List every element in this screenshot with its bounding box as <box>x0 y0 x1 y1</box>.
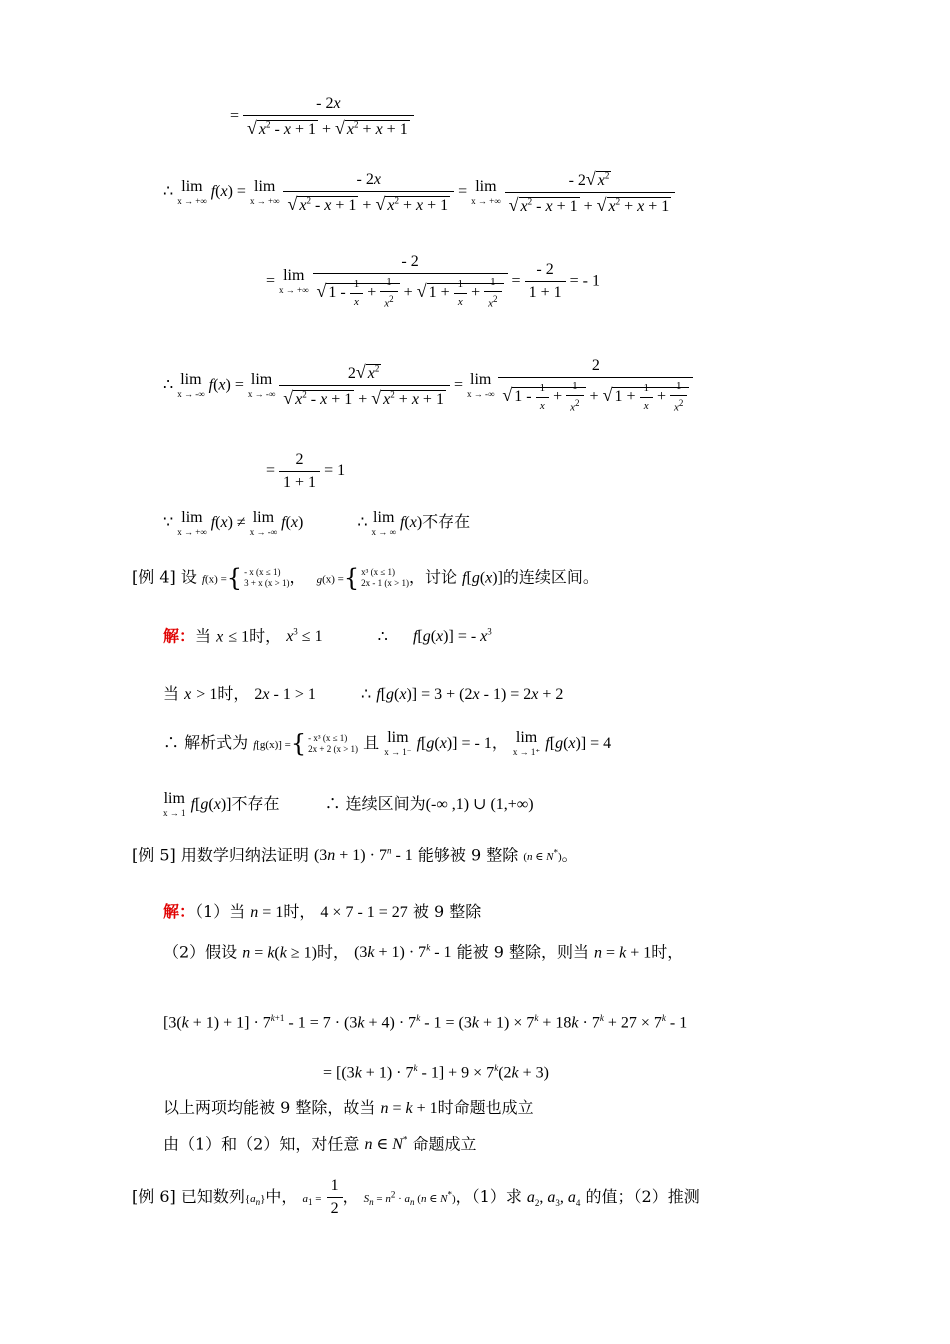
formula-line-3: = lim x → +∞ - 2 √ 1 - $\frac{1}{x}$ + $\frac{1}{x^2}$ + √ 1 + $\frac{1}{x}$ + $\frac{1}{x^2}$ = $\frac{- 2}{1 + 1}$ = - 1 <box>266 253 600 310</box>
solution-4-line-1: 解：当 x ≤ 1时， $x^3 \le 1$ ∴ f[g(x)] = - $x^3$ <box>163 626 492 646</box>
example-6-statement: [例 6] 已知数列$\{a_n\}$中， $a_1$ = $\frac{1}{2}$ ， $S_n = n^2 \cdot a_n$ (n ∈ N*)，（1）求 $a_2$, $a_3$, $a_4$ 的值；（2）推测 <box>132 1177 700 1217</box>
formula-line-5: = $\frac{2}{1 + 1}$ = 1 <box>266 451 346 491</box>
formula-line-2: ∴ lim x → +∞ f(x) = lim x → +∞ $\frac{- 2x}{√ x^2 - x + 1 + √ x^2 + x + 1}$ = lim x → +∞ $\frac{- 2√ x^2}{√ x^2 - x + 1 + √ x^2 + x + 1}$ <box>163 170 675 215</box>
solution-4-line-4: lim x → 1 f[g(x)]不存在 ∴ 连续区间为(-∞ ,1) ∪ (1,+∞) <box>163 790 534 818</box>
formula-line-1: = $\frac{- 2x}{√ x^2 - x + 1 + √ x^2 + x + 1}$ <box>230 96 414 138</box>
example-5-statement: [例 5] 用数学归纳法证明 $(3n + 1) \cdot 7^n - 1$ 能够被 9 整除 (n ∈ N*)。 <box>132 845 578 865</box>
solution-5-line-1: 解：（1）当 n = 1时， 4 × 7 - 1 = 27 被 9 整除 <box>163 902 482 921</box>
solution-5-line-2: （2）假设 n = k(k ≥ 1)时， $(3k + 1) \cdot 7^k - 1$ 能被 9 整除，则当 n = k + 1时， <box>163 942 684 962</box>
solution-5-line-5: 以上两项均能被 9 整除，故当 n = k + 1时命题也成立 <box>163 1098 534 1117</box>
solution-label: 解： <box>163 626 196 646</box>
solution-4-line-3: ∴ 解析式为 f[g(x)] ={ - x³ (x ≤ 1) 2x + 2 (x > 1) 且 lim x → 1⁻ f[g(x)] = - 1， lim x → 1⁺ f[g(x)] = 4 <box>163 729 612 758</box>
solution-5-line-6: 由（1）和（2）知，对任意 n ∈ N* 命题成立 <box>163 1134 477 1154</box>
formula-line-6: ∵ lim x → +∞ f(x) ≠ lim x → -∞ f(x) ∴ lim x → ∞ f(x)不存在 <box>163 509 471 537</box>
solution-5-line-4: = $[(3k + 1) \cdot 7^k - 1] + 9 \times 7^k(2k + 3)$ <box>323 1063 549 1082</box>
formula-line-4: ∴ lim x → -∞ f(x) = lim x → -∞ $\frac{2√ x^2}{√ x^2 - x + 1 + √ x^2 + x + 1}$ = lim x → -∞ 2 √ 1 - $\frac{1}{x}$ + $\frac{1}{x^2}$ + √ 1 + $\frac{1}{x}$ + $\frac{1}{x^2}$ <box>163 358 693 414</box>
solution-4-line-2: 当 x > 1时， 2x - 1 > 1 ∴ f[g(x)] = 3 + (2x - 1) = 2x + 2 <box>163 684 564 703</box>
solution-5-line-3: $[3(k + 1) + 1] \cdot 7^{k+1} - 1 = 7 \cdot (3k + 4) \cdot 7^k - 1 = (3k + 1) \times 7^k + 18k \cdot 7^k + 27 \times 7^k - 1$ <box>163 1013 688 1032</box>
example-4-statement: [例 4] 设 f(x) ={ - x (x ≤ 1) 3 + x (x > 1) ， g(x) ={ x³ (x ≤ 1) 2x - 1 (x > 1) ，讨论 f[g(x)]的连续区间。 <box>132 564 599 592</box>
